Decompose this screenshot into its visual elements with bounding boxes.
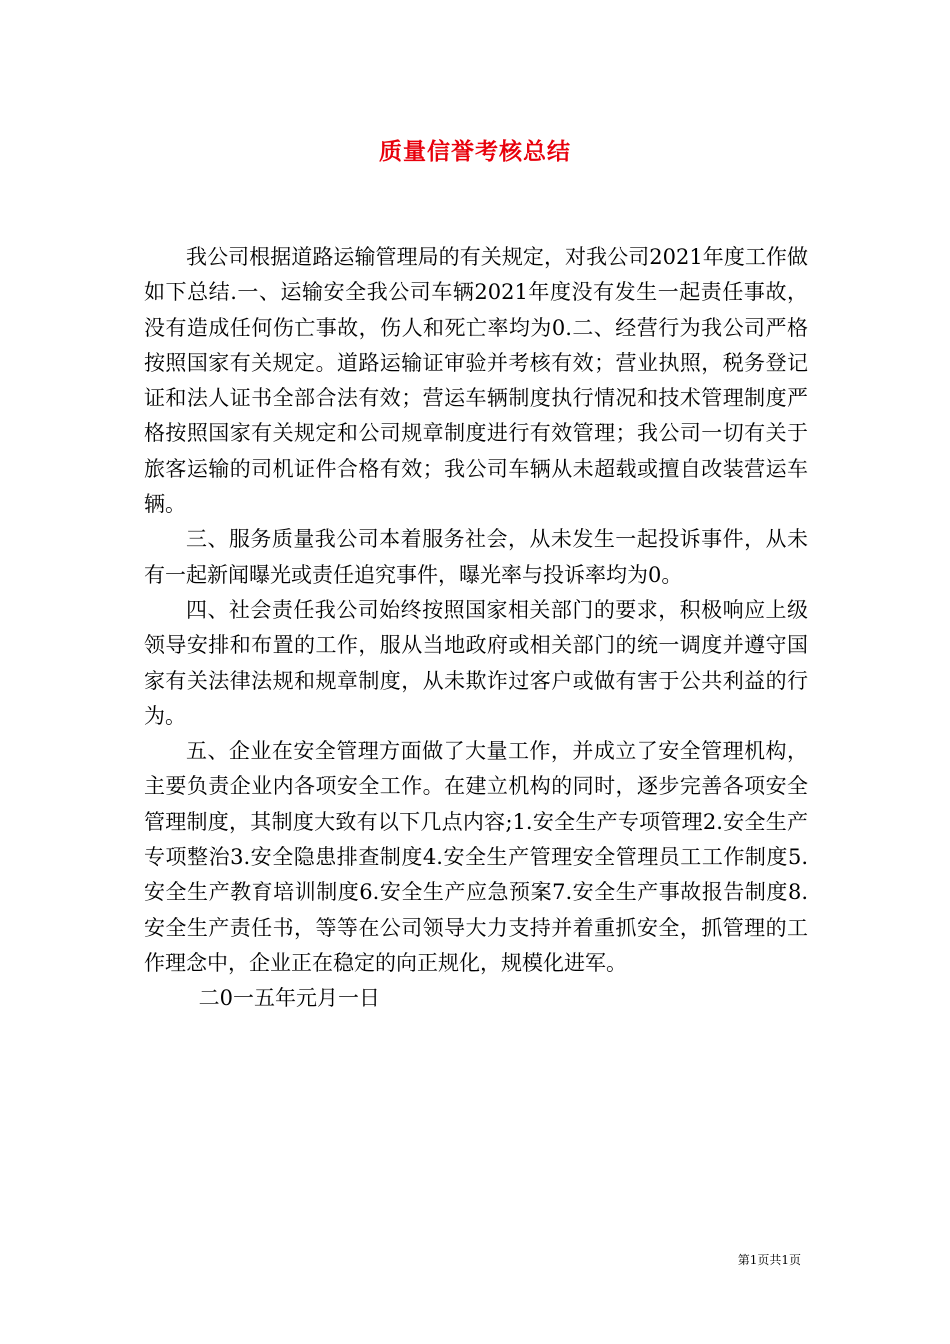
paragraph: 三、服务质量我公司本着服务社会，从未发生一起投诉事件，从未有一起新闻曝光或责任追究事件，曝光率与投诉率均为0。 <box>144 527 808 587</box>
paragraph: 四、社会责任我公司始终按照国家相关部门的要求，积极响应上级领导安排和布置的工作，服从当地政府或相关部门的统一调度并遵守国家有关法律法规和规章制度，从未欺诈过客户或做有害于公共利益的行为。 <box>144 597 808 728</box>
document-date: 二0一五年元月一日 <box>198 986 380 1011</box>
page-number: 第1页共1页 <box>737 1253 801 1267</box>
document-body <box>144 240 808 1017</box>
paragraph: 五、企业在安全管理方面做了大量工作，并成立了安全管理机构，主要负责企业内各项安全工作。在建立机构的同时，逐步完善各项安全管理制度，其制度大致有以下几点内容;1.安全生产专项管理2.安全生产专项整治3.安全隐患排查制度4.安全生产管理安全管理员工工作制度5.安全生产教育培训制度6.安全生产应急预案7.安全生产事故报告制度8.安全生产责任书，等等在公司领导大力支持并着重抓安全，抓管理的工作理念中，企业正在稳定的向正规化，规模化进军。 <box>144 739 808 975</box>
paragraph: 我公司根据道路运输管理局的有关规定，对我公司2021年度工作做如下总结.一、运输安全我公司车辆2021年度没有发生一起责任事故，没有造成任何伤亡事故，伤人和死亡率均为0.二、经营行为我公司严格按照国家有关规定。道路运输证审验并考核有效；营业执照，税务登记证和法人证书全部合法有效；营运车辆制度执行情况和技术管理制度严格按照国家有关规定和公司规章制度进行有效管理；我公司一切有关于旅客运输的司机证件合格有效；我公司车辆从未超载或擅自改装营运车辆。 <box>144 245 808 517</box>
document-title: 质量信誉考核总结 <box>379 139 571 165</box>
